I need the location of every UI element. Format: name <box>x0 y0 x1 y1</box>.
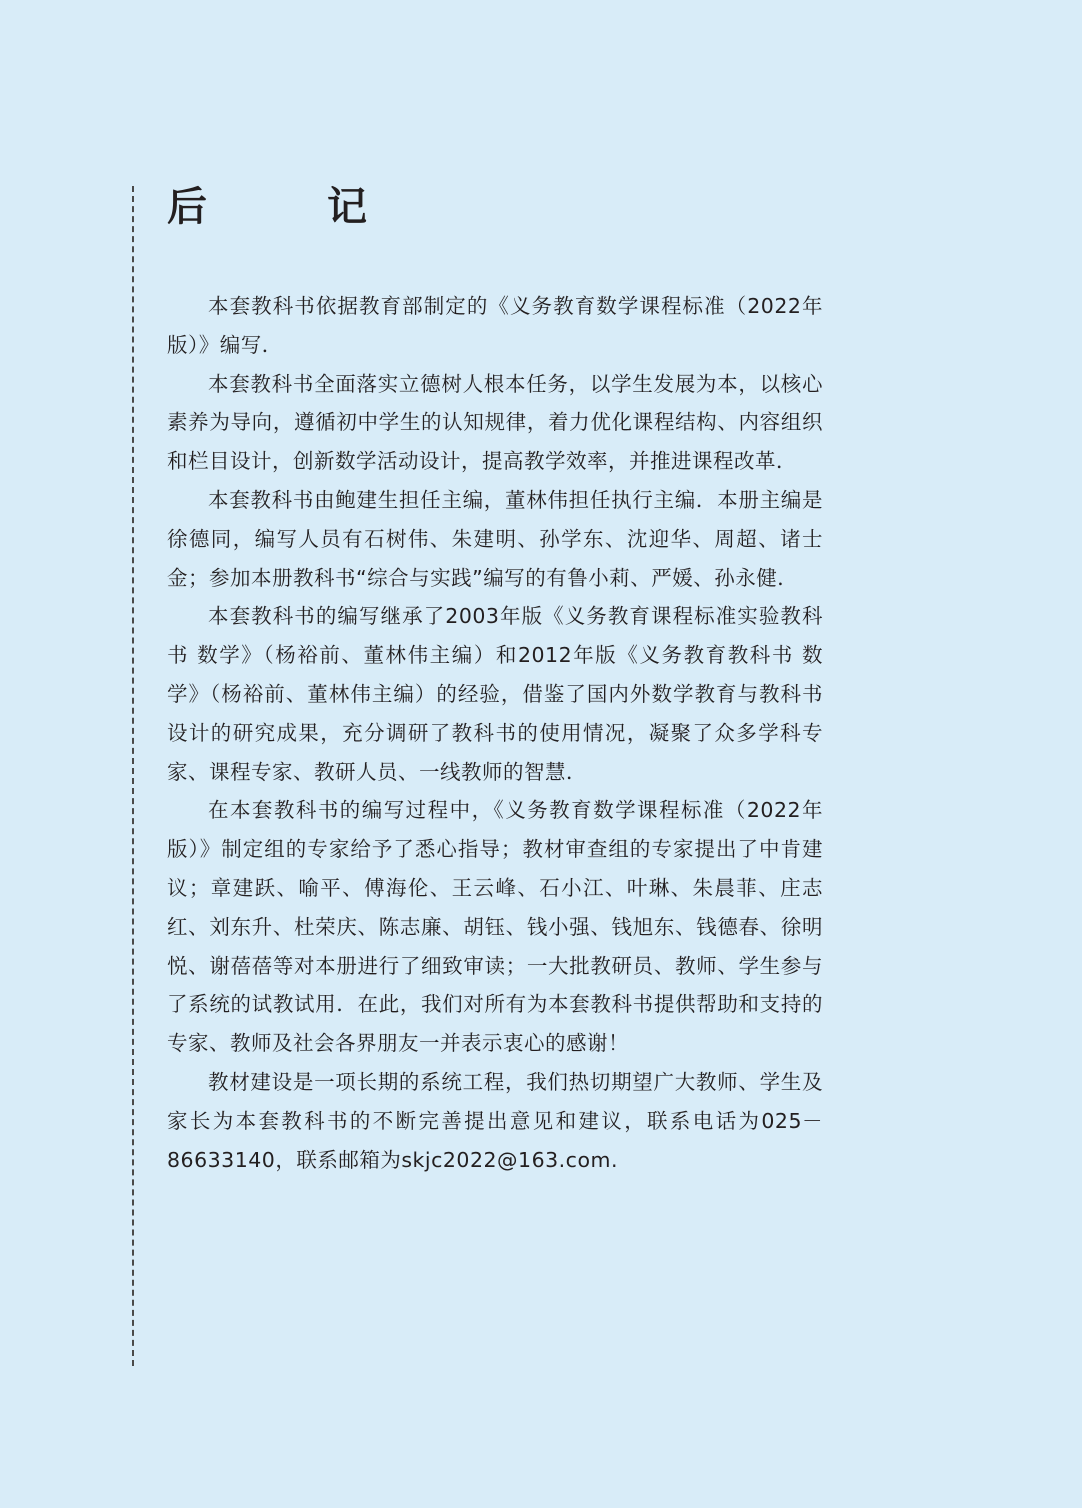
dashed-margin-line <box>132 186 134 1366</box>
paragraph-curriculum-standard: 本套教科书依据教育部制定的《义务教育数学课程标准（2022年版）》编写． <box>167 294 823 357</box>
paragraph-editors: 本套教科书由鲍建生担任主编，董林伟担任执行主编．本册主编是徐德同，编写人员有石树伟、朱建明、孙学东、沈迎华、周超、诸士金；参加本册教科书“综合与实践”编写的有鲁小莉、严媛、孙永健． <box>167 487 823 590</box>
paragraph-history: 本套教科书的编写继承了2003年版《义务教育课程标准实验教科书 数学》（杨裕前、董林伟主编）和2012年版《义务教育教科书 数学》（杨裕前、董林伟主编）的经验，借鉴了国内外数学教育与教科书设计的研究成果，充分调研了教科书的使用情况，凝聚了众多学科专家、课程专家、教研人员、一线教师的智慧． <box>167 604 823 784</box>
paragraph-contact: 教材建设是一项长期的系统工程，我们热切期望广大教师、学生及家长为本套教科书的不断完善提出意见和建议，联系电话为025－86633140，联系邮箱为skjc2022@163.com. <box>167 1069 823 1172</box>
afterword-body <box>167 287 823 1179</box>
paragraph-acknowledgements: 在本套教科书的编写过程中，《义务教育数学课程标准（2022年版）》制定组的专家给予了悉心指导；教材审查组的专家提出了中肯建议；章建跃、喻平、傅海伦、王云峰、石小江、叶琳、朱晨菲、庄志红、刘东升、杜荣庆、陈志廉、胡钰、钱小强、钱旭东、钱德春、徐明悦、谢蓓蓓等对本册进行了细致审读；一大批教研员、教师、学生参与了系统的试教试用．在此，我们对所有为本套教科书提供帮助和支持的专家、教师及社会各界朋友一并表示衷心的感谢！ <box>167 798 823 1056</box>
page-title: 后 记 <box>167 184 407 230</box>
paragraph-goals: 本套教科书全面落实立德树人根本任务，以学生发展为本，以核心素养为导向，遵循初中学生的认知规律，着力优化课程结构、内容组织和栏目设计，创新数学活动设计，提高教学效率，并推进课程改革． <box>167 371 823 474</box>
